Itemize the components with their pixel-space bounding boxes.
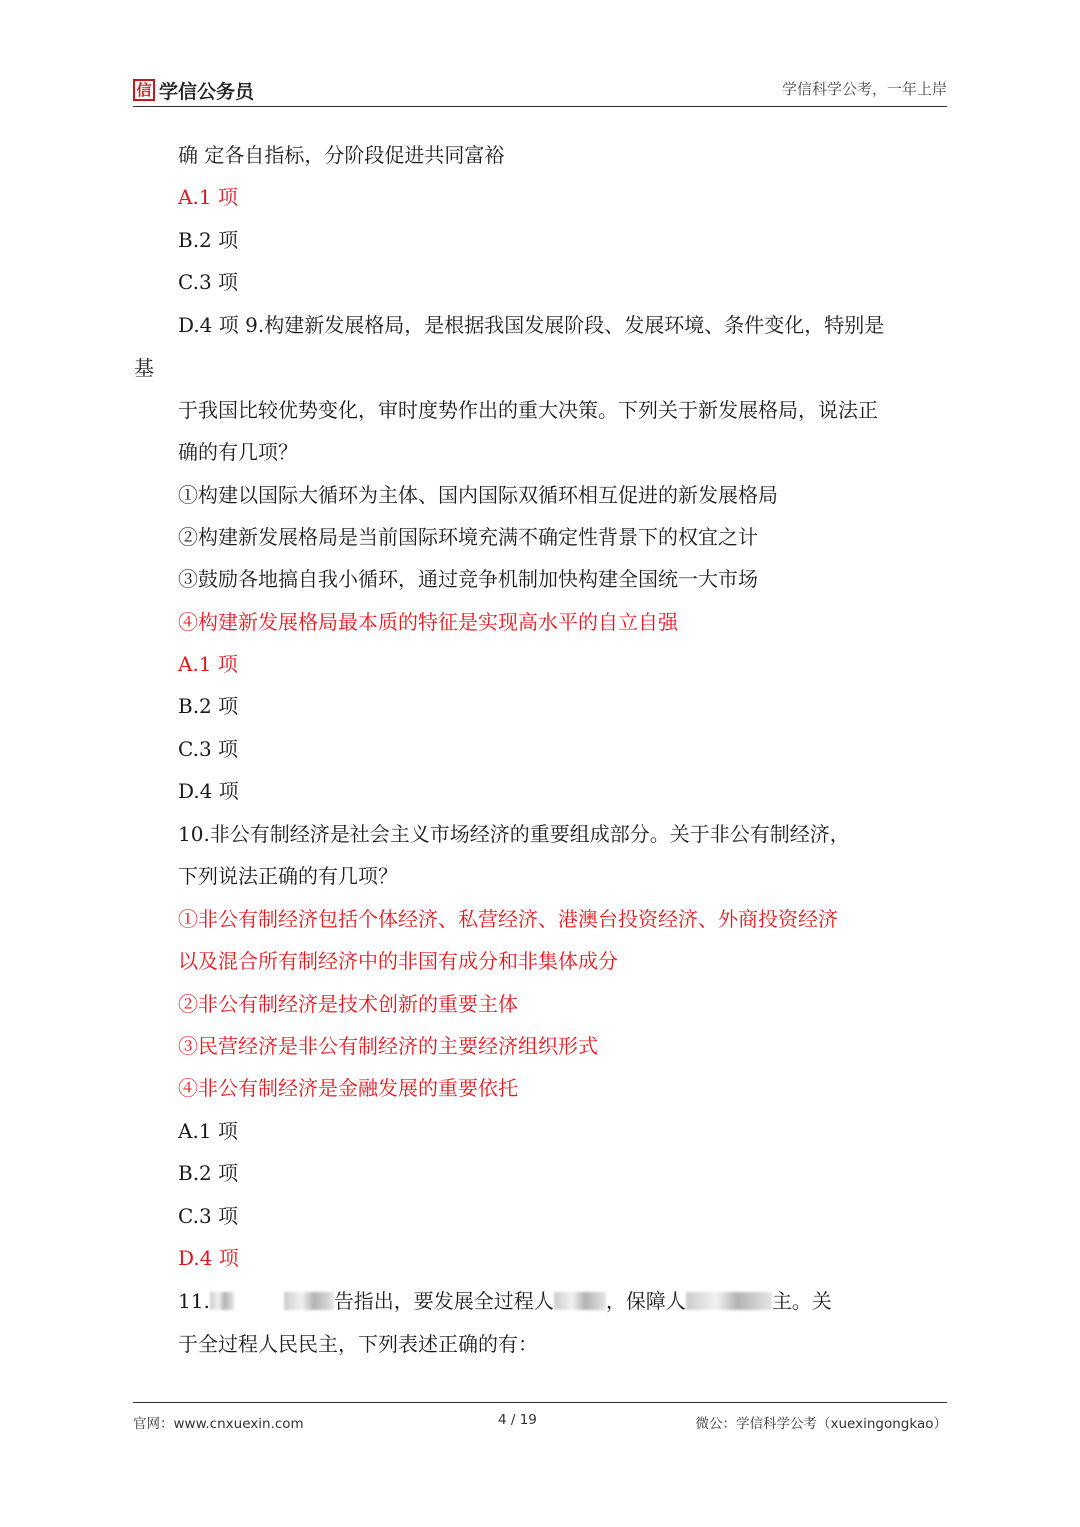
footer-website: 官网：www.cnxuexin.com — [133, 1416, 304, 1432]
q11-seg2: ，保障人 — [605, 1289, 686, 1313]
page-header — [133, 70, 947, 107]
q10-stem-line2: 下列说法正确的有几项？ — [178, 864, 398, 888]
q9-item-3: ③鼓励各地搞自我小循环，通过竞争机制加快构建全国统一大市场 — [178, 567, 758, 591]
q8-option-b: B.2 项 — [178, 228, 239, 252]
q11-stem-line1 — [178, 1287, 832, 1315]
q9-stem-line1: D.4 项 9.构建新发展格局，是根据我国发展阶段、发展环境、条件变化，特别是 — [178, 313, 885, 337]
q9-option-b: B.2 项 — [178, 694, 239, 718]
logo — [133, 77, 254, 103]
logo-text: 学信公务员 — [159, 80, 255, 103]
q9-option-c: C.3 项 — [178, 737, 239, 761]
q10-item-4: ④非公有制经济是金融发展的重要依托 — [178, 1076, 518, 1100]
q9-item-2: ②构建新发展格局是当前国际环境充满不确定性背景下的权宜之计 — [178, 525, 758, 549]
footer-page-number: 4 / 19 — [498, 1412, 537, 1428]
q10-item-2: ②非公有制经济是技术创新的重要主体 — [178, 992, 518, 1016]
header-slogan: 学信科学公考，一年上岸 — [781, 80, 947, 98]
q8-tail: 确 定各自指标，分阶段促进共同富裕 — [178, 143, 505, 167]
q10-stem-line1: 10.非公有制经济是社会主义市场经济的重要组成部分。关于非公有制经济， — [178, 822, 850, 846]
q11-seg3: 主。关 — [771, 1289, 832, 1313]
q9-option-d: D.4 项 — [178, 779, 239, 803]
q10-option-d: D.4 项 — [178, 1246, 239, 1270]
redaction-block — [284, 1292, 334, 1310]
q9-option-a: A.1 项 — [178, 652, 238, 676]
logo-icon: 信 — [133, 79, 155, 101]
q10-option-c: C.3 项 — [178, 1204, 239, 1228]
q8-option-c: C.3 项 — [178, 270, 239, 294]
q10-option-a: A.1 项 — [178, 1119, 238, 1143]
q9-stem-wrap: 基 — [134, 356, 154, 380]
q8-option-a: A.1 项 — [178, 185, 238, 209]
page-footer — [133, 1402, 947, 1433]
q10-option-b: B.2 项 — [178, 1161, 239, 1185]
redaction-block — [210, 1292, 234, 1310]
redaction-block — [686, 1292, 772, 1310]
q11-stem-line2: 于全过程人民民主，下列表述正确的有： — [178, 1332, 538, 1356]
q10-item-1-cont: 以及混合所有制经济中的非国有成分和非集体成分 — [178, 949, 618, 973]
q9-stem-line3: 确的有几项？ — [178, 440, 298, 464]
q9-stem-line2: 于我国比较优势变化，审时度势作出的重大决策。下列关于新发展格局，说法正 — [178, 398, 878, 422]
q10-item-3: ③民营经济是非公有制经济的主要经济组织形式 — [178, 1034, 598, 1058]
q9-item-1: ①构建以国际大循环为主体、国内国际双循环相互促进的新发展格局 — [178, 483, 778, 507]
q11-seg1: 告指出，要发展全过程人 — [333, 1289, 554, 1313]
footer-wechat: 微公：学信科学公考（xuexingongkao） — [695, 1416, 947, 1432]
q11-number: 11. — [178, 1289, 210, 1313]
q9-item-4: ④构建新发展格局最本质的特征是实现高水平的自立自强 — [178, 610, 678, 634]
redaction-block — [554, 1292, 606, 1310]
q10-item-1: ①非公有制经济包括个体经济、私营经济、港澳台投资经济、外商投资经济 — [178, 907, 838, 931]
